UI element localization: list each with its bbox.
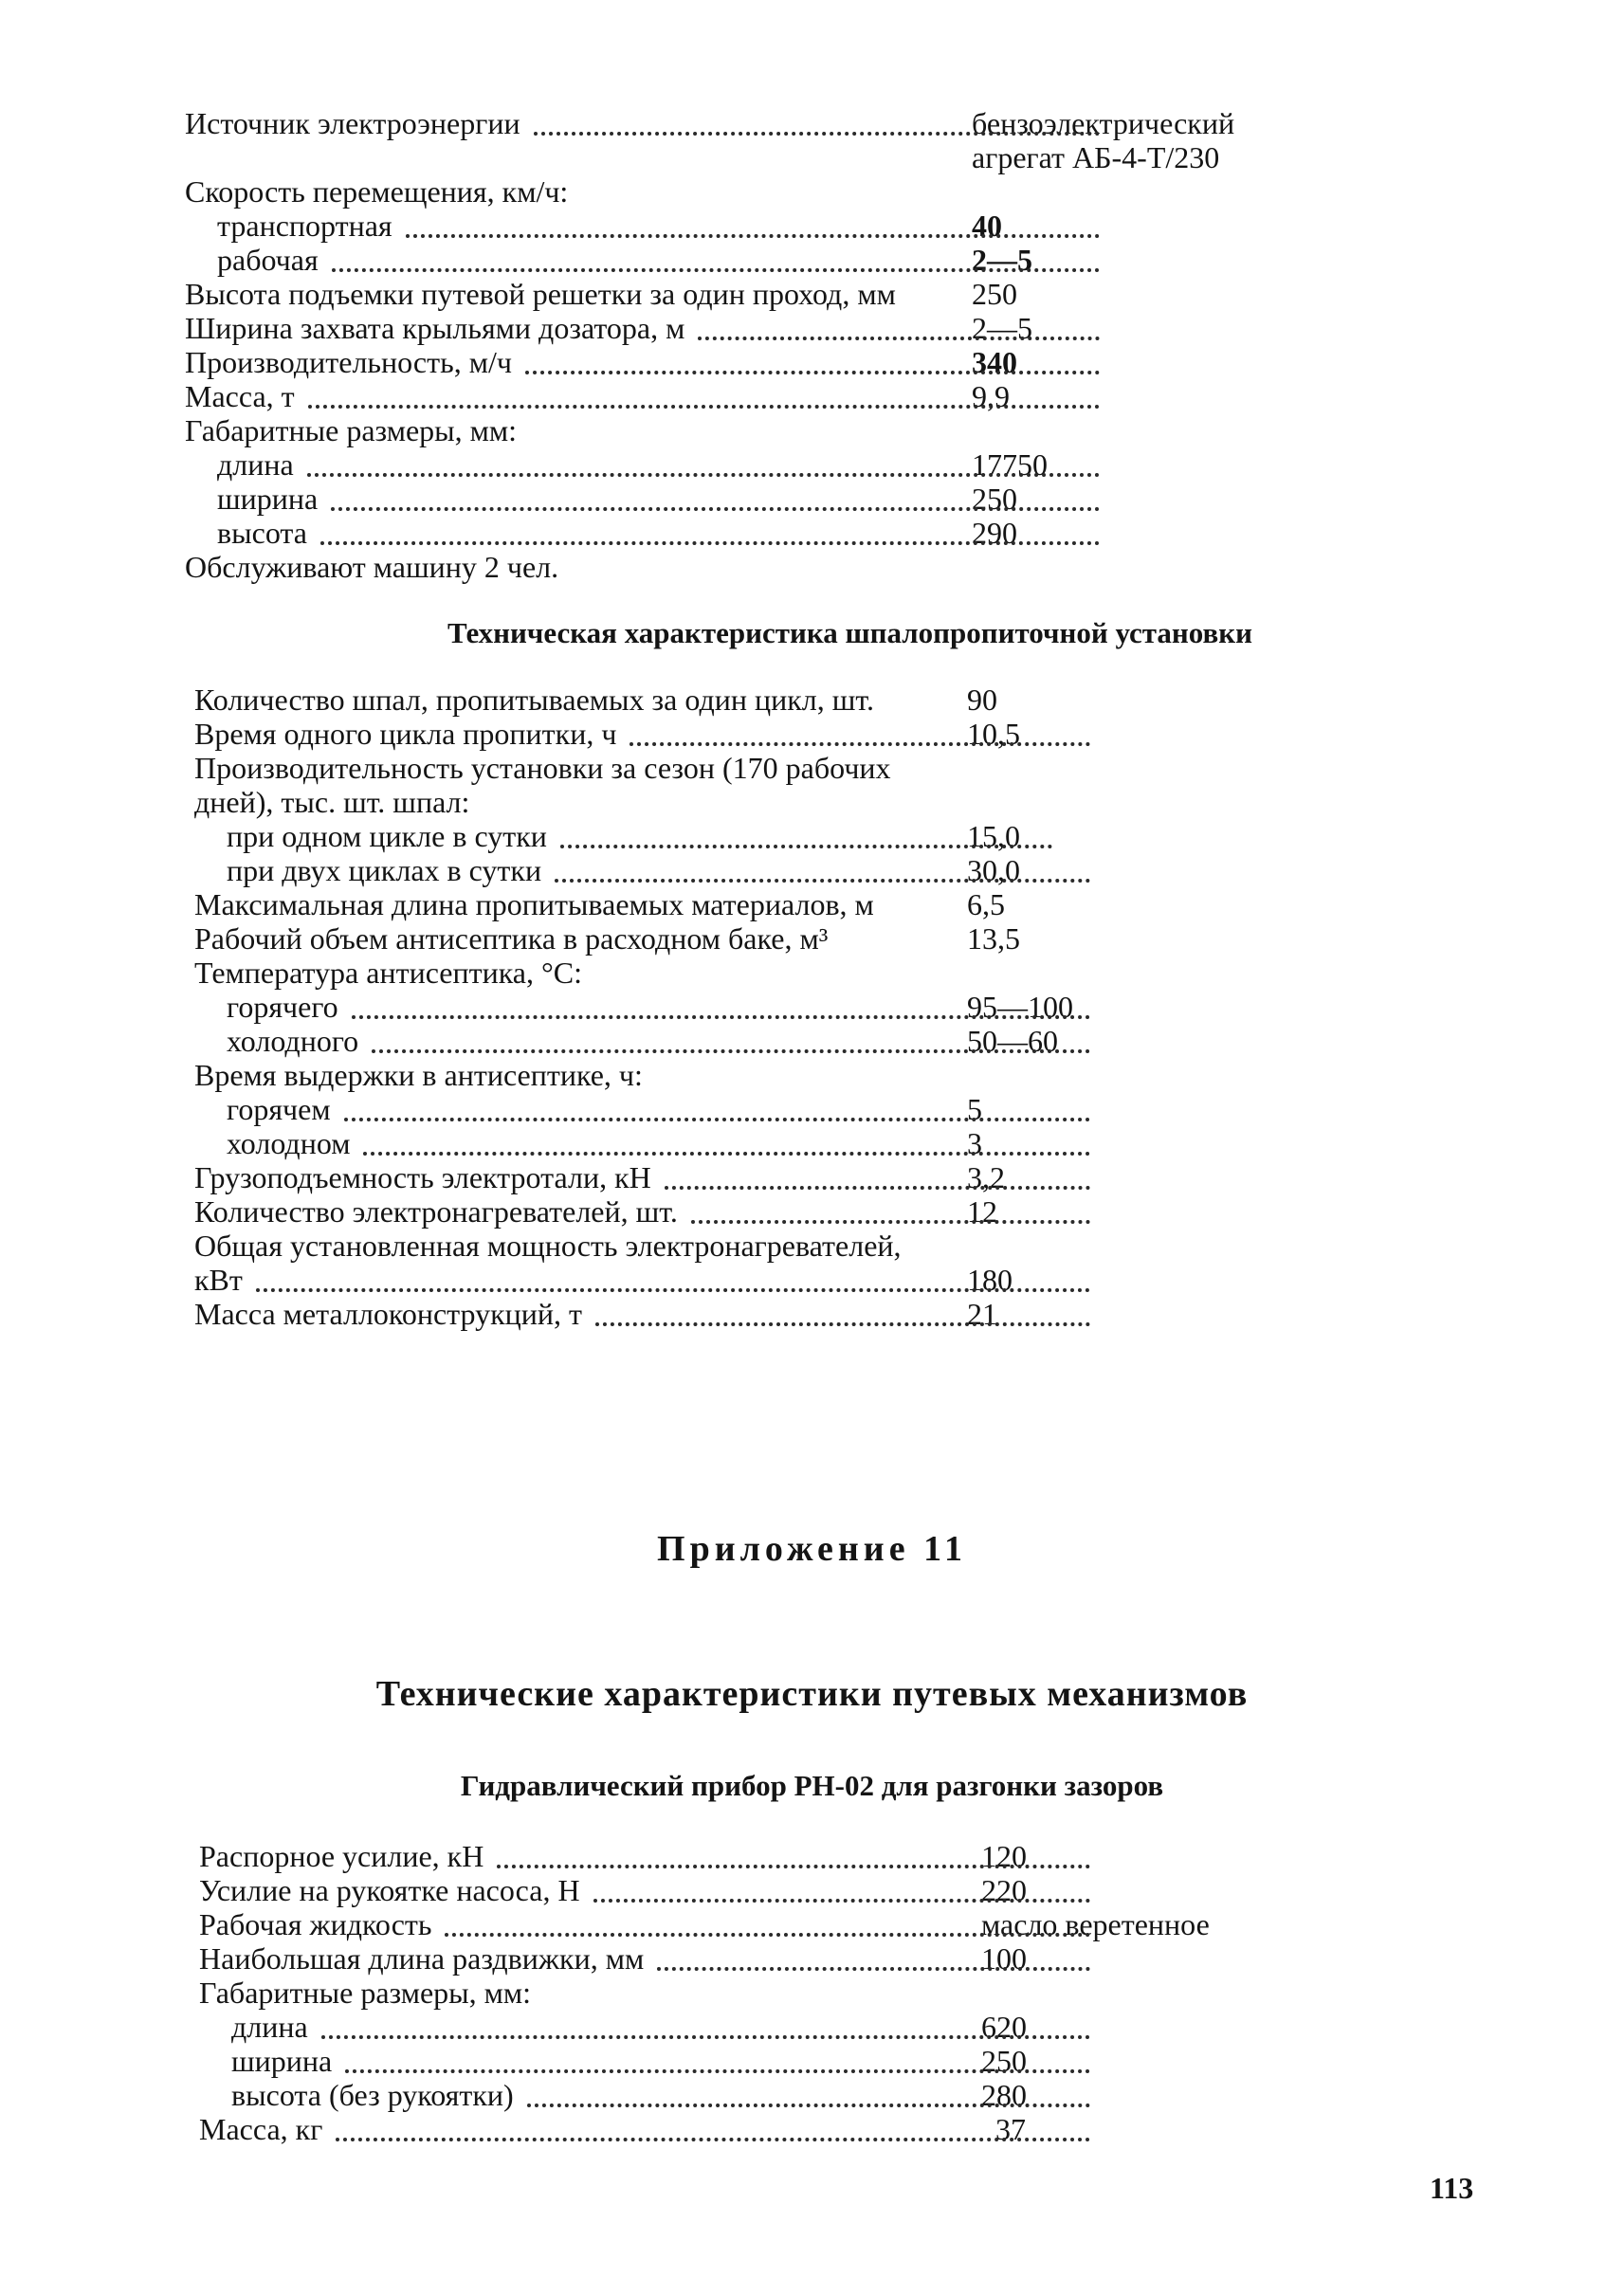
dot-leader [698, 337, 1100, 340]
dot-leader [665, 1186, 1090, 1190]
dot-leader [331, 507, 1100, 511]
spec-label: ширина [217, 482, 319, 516]
spec-value: бензоэлектрический [972, 106, 1235, 140]
spec-value: 220 [981, 1873, 1027, 1907]
dot-leader [657, 1967, 1090, 1971]
spec-value: 6,5 [967, 887, 1005, 921]
dot-leader [307, 473, 1100, 477]
spec-label: холодного [227, 1024, 359, 1058]
spec-label: при одном цикле в сутки [227, 819, 547, 853]
spec-value: 13,5 [967, 921, 1020, 956]
spec-value: агрегат АБ-4-Т/230 [972, 140, 1220, 174]
spec-label: Скорость перемещения, км/ч: [185, 174, 569, 209]
spec-label: длина [217, 447, 294, 482]
page-title: Технические характеристики путевых механизмов [375, 1674, 1249, 1714]
dot-leader [345, 2069, 1090, 2073]
spec-value: 180 [967, 1263, 1013, 1297]
spec-value: 280 [981, 2078, 1027, 2112]
spec-value: 30,0 [967, 853, 1020, 887]
spec-value: 2—5 [972, 311, 1032, 345]
dot-leader [555, 879, 1090, 883]
spec-label: Распорное усилие, кН [199, 1839, 484, 1873]
spec-label: высота (без рукоятки) [231, 2078, 514, 2112]
dot-leader [336, 2138, 1090, 2141]
page-number: 113 [1430, 2171, 1474, 2205]
spec-label: Максимальная длина пропитываемых материалов, м [194, 887, 874, 921]
spec-label: кВт [194, 1263, 243, 1297]
spec-value: 620 [981, 2010, 1027, 2044]
spec-value: 250 [972, 277, 1017, 311]
appendix-title: Приложение 11 [657, 1529, 967, 1569]
spec-label: Наибольшая длина раздвижки, мм [199, 1941, 645, 1976]
spec-label: Количество шпал, пропитываемых за один цикл, шт. [194, 683, 874, 717]
spec-value: 250 [981, 2044, 1027, 2078]
dot-leader [320, 541, 1100, 545]
spec-value: 21 [967, 1297, 997, 1331]
spec-value: 120 [981, 1839, 1027, 1873]
spec-label: Количество электронагревателей, шт. [194, 1194, 678, 1229]
spec-label: рабочая [217, 243, 319, 277]
dot-leader [445, 1933, 1090, 1937]
dot-leader [308, 405, 1100, 409]
dot-leader [527, 2104, 1090, 2107]
dot-leader [630, 742, 1090, 746]
dot-leader [560, 845, 1052, 848]
dot-leader [344, 1118, 1090, 1121]
spec-label: горячем [227, 1092, 331, 1126]
spec-label: горячего [227, 990, 338, 1024]
dot-leader [363, 1152, 1090, 1156]
spec-label: Грузоподъемность электротали, кН [194, 1160, 651, 1194]
spec-value: 3,2 [967, 1160, 1005, 1194]
spec-value: 5 [967, 1092, 982, 1126]
spec-value: 15,0 [967, 819, 1020, 853]
spec-label: высота [217, 516, 307, 550]
spec-label: Общая установленная мощность электронагревателей, [194, 1229, 902, 1263]
spec-label: ширина [231, 2044, 333, 2078]
spec-label: холодном [227, 1126, 351, 1160]
spec-label: транспортная [217, 209, 392, 243]
dot-leader [534, 132, 1100, 136]
spec-value: 3 [967, 1126, 982, 1160]
spec-label: Источник электроэнергии [185, 106, 520, 140]
spec-label: Время выдержки в антисептике, ч: [194, 1058, 643, 1092]
spec-label: Масса, т [185, 379, 295, 413]
spec-value: 17750 [972, 447, 1048, 482]
spec-label: Габаритные размеры, мм: [185, 413, 518, 447]
dot-leader [691, 1220, 1090, 1224]
spec-label: Производительность установки за сезон (170 рабочих [194, 751, 891, 785]
section-title: Гидравлический прибор РН-02 для разгонки зазоров [460, 1769, 1164, 1802]
spec-value: 290 [972, 516, 1017, 550]
dot-leader [321, 2035, 1090, 2039]
dot-leader [406, 234, 1100, 238]
spec-label: Температура антисептика, °С: [194, 956, 583, 990]
spec-value: 250 [972, 482, 1017, 516]
spec-value: 95—100 [967, 990, 1073, 1024]
spec-value: 50—60 [967, 1024, 1058, 1058]
spec-value: 12 [967, 1194, 997, 1229]
section-title: Техническая характеристика шпалопропиточной установки [447, 616, 1252, 649]
spec-label: дней), тыс. шт. шпал: [194, 785, 470, 819]
dot-leader [372, 1049, 1090, 1053]
spec-label: Масса металлоконструкций, т [194, 1297, 583, 1331]
spec-label: при двух циклах в сутки [227, 853, 542, 887]
spec-label: Усилие на рукоятке насоса, Н [199, 1873, 580, 1907]
spec-label: Рабочий объем антисептика в расходном баке, м³ [194, 921, 829, 956]
spec-value: 90 [967, 683, 997, 717]
dot-leader [332, 268, 1100, 272]
spec-label: Масса, кг [199, 2112, 323, 2146]
spec-value: масло веретенное [981, 1907, 1210, 1941]
dot-leader [256, 1288, 1090, 1292]
spec-label: Обслуживают машину 2 чел. [185, 550, 559, 584]
spec-label: Габаритные размеры, мм: [199, 1976, 532, 2010]
spec-label: Ширина захвата крыльями дозатора, м [185, 311, 685, 345]
dot-leader [593, 1899, 1090, 1903]
spec-value: 10,5 [967, 717, 1020, 751]
dot-leader [525, 371, 1100, 374]
spec-label: Время одного цикла пропитки, ч [194, 717, 617, 751]
dot-leader [595, 1322, 1090, 1326]
spec-value: 9,9 [972, 379, 1010, 413]
spec-label: Высота подъемки путевой решетки за один проход, мм [185, 277, 896, 311]
spec-label: длина [231, 2010, 308, 2044]
spec-value: 2—5 [972, 243, 1032, 277]
spec-value: 100 [981, 1941, 1027, 1976]
spec-label: Производительность, м/ч [185, 345, 512, 379]
dot-leader [352, 1015, 1090, 1019]
dot-leader [497, 1865, 1090, 1868]
spec-label: Рабочая жидкость [199, 1907, 432, 1941]
spec-value: 340 [972, 345, 1017, 379]
spec-value: 40 [972, 209, 1002, 243]
spec-value: 37 [995, 2112, 1026, 2146]
